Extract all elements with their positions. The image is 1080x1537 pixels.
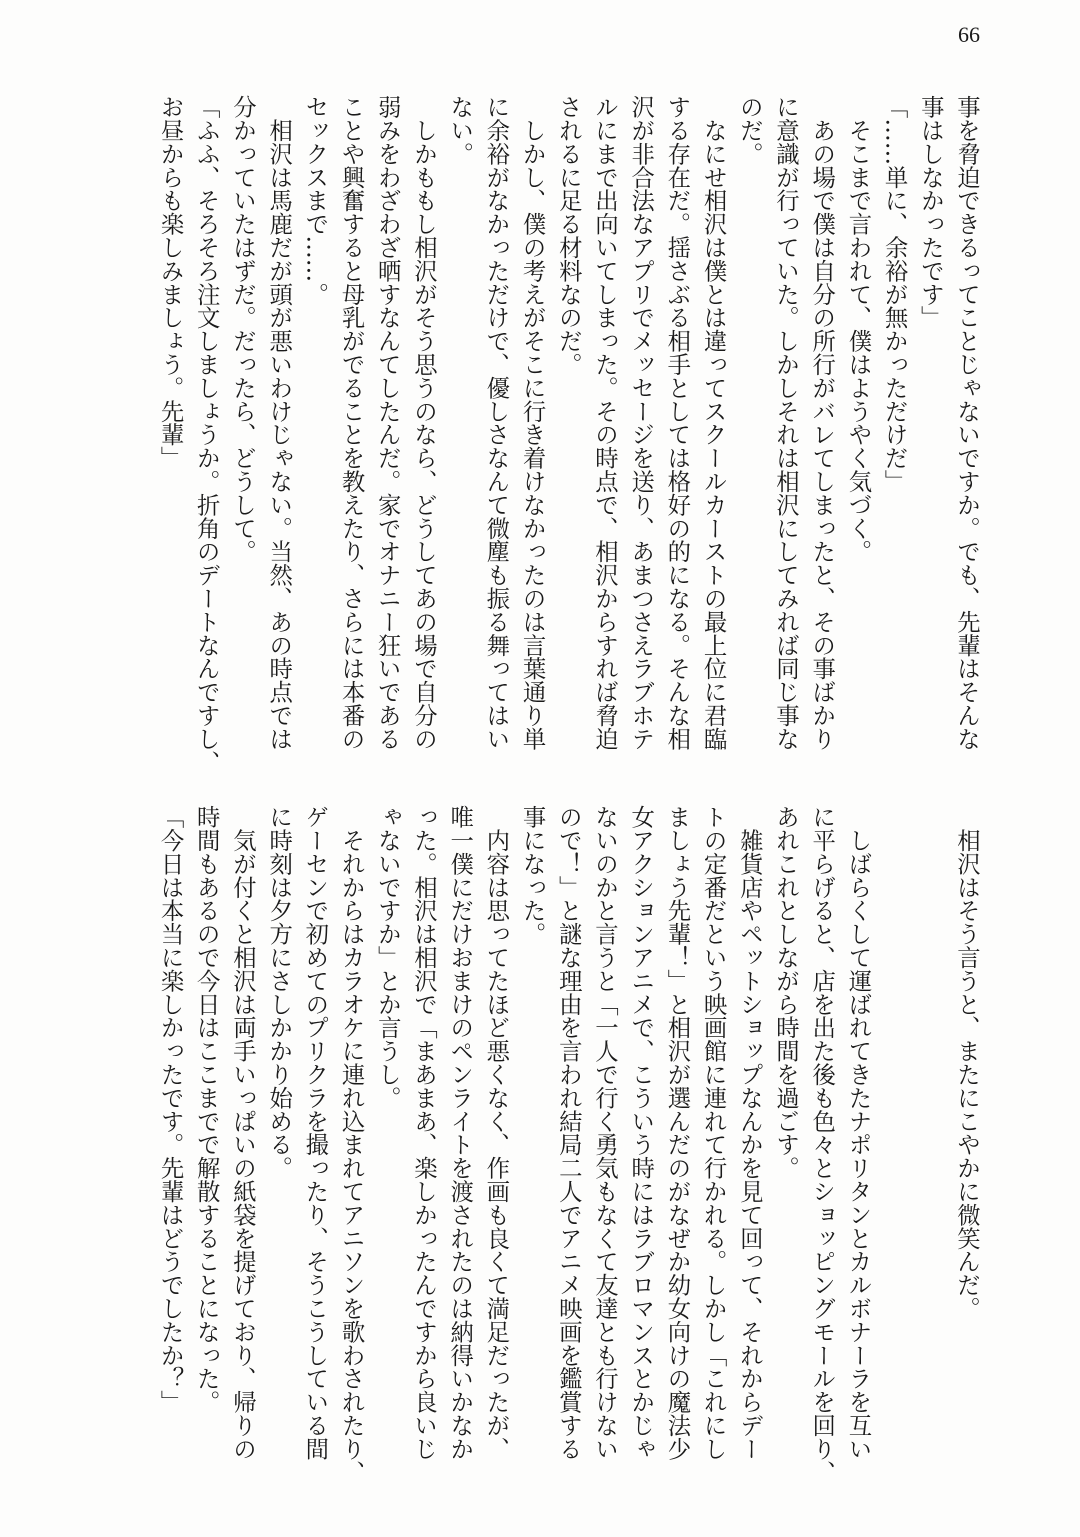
text-column: 相沢は馬鹿だが頭が悪いわけじゃない。当然、あの時点では	[265, 95, 294, 751]
text-column: お昼からも楽しみましょう。先輩」	[156, 95, 185, 470]
text-column: ことや興奮すると母乳がでることを教えたり、さらには本番の	[337, 95, 366, 751]
text-column: ので！」と謎な理由を言われ結局二人でアニメ映画を鑑賞する	[554, 805, 583, 1461]
text-column: 女アクションアニメで、こういう時にはラブロマンスとかじゃ	[627, 805, 656, 1461]
text-column: 「ふふ、そろそろ注文しましょうか。折角のデートなんですし、	[192, 95, 221, 774]
text-column: 唯一僕にだけおまけのペンライトを渡されたのは納得いかなか	[446, 805, 475, 1461]
text-column: 「……単に、余裕が無かっただけだ」	[880, 95, 909, 493]
text-column: 事を脅迫できるってことじゃないですか。でも、先輩はそんな	[953, 95, 981, 751]
text-column: ないのかと言うと「一人で行く勇気もなくて友達とも行けない	[590, 805, 619, 1461]
text-column: 内容は思ってたほど悪くなく、作画も良くて満足だったが、	[482, 805, 511, 1461]
page-number: 66	[958, 22, 980, 47]
text-column: そこまで言われて、僕はようやく気づく。	[844, 95, 873, 563]
text-column: に意識が行っていた。しかしそれは相沢にしてみれば同じ事な	[771, 95, 800, 751]
text-column: った。相沢は相沢で「まあまあ、楽しかったんですから良いじ	[409, 805, 438, 1461]
text-column: あの場で僕は自分の所行がバレてしまったと、その事ばかり	[808, 95, 837, 751]
text-column: しかし、僕の考えがそこに行き着けなかったのは言葉通り単	[518, 95, 547, 751]
text-column: しかももし相沢がそう思うのなら、どうしてあの場で自分の	[409, 95, 438, 751]
text-block-top	[152, 95, 985, 774]
text-column: 雑貨店やペットショップなんかを見て回って、それからデー	[735, 805, 764, 1461]
text-column: トの定番だという映画館に連れて行かれる。しかし「これにし	[699, 805, 728, 1461]
text-column: ゲーセンで初めてのプリクラを撮ったり、そうこうしている間	[301, 805, 330, 1461]
text-column: 事になった。	[518, 805, 547, 946]
text-column: ルにまで出向いてしまった。その時点で、相沢からすれば脅迫	[590, 95, 619, 751]
text-column: セックスまで……。	[301, 95, 330, 306]
text-column: 「今日は本当に楽しかったです。先輩はどうでしたか？」	[156, 805, 185, 1414]
text-column: なにせ相沢は僕とは違ってスクールカーストの最上位に君臨	[699, 95, 728, 751]
text-column: 気が付くと相沢は両手いっぱいの紙袋を提げており、帰りの	[228, 805, 257, 1461]
text-column: あれこれとしながら時間を過ごす。	[772, 805, 800, 1180]
text-column: に余裕がなかっただけで、優しさなんて微塵も振る舞ってはい	[482, 95, 511, 751]
text-column: ない。	[446, 95, 475, 166]
text-column: しばらくして運ばれてきたナポリタンとカルボナーラを互い	[844, 805, 873, 1461]
text-column: に平らげると、店を出た後も色々とショッピングモールを回り、	[808, 805, 837, 1484]
text-column: 分かっていたはずだ。だったら、どうして。	[228, 95, 257, 563]
text-column: する存在だ。揺さぶる相手としては格好の的になる。そんな相	[663, 95, 692, 751]
text-column: のだ。	[735, 95, 764, 166]
text-column: されるに足る材料なのだ。	[554, 95, 583, 376]
text-column: 弱みをわざわざ晒すなんてしたんだ。家でオナニー狂いである	[373, 95, 402, 751]
text-column: 相沢はそう言うと、またにこやかに微笑んだ。	[953, 805, 981, 1320]
text-column: に時刻は夕方にさしかかり始める。	[265, 805, 294, 1180]
text-column: 事はしなかったです」	[916, 95, 945, 329]
text-block-bottom	[152, 805, 985, 1495]
text-column: 沢が非合法なアプリでメッセージを送り、あまつさえラブホテ	[627, 95, 656, 751]
text-column: ましょう先輩！」と相沢が選んだのがなぜか幼女向けの魔法少	[663, 805, 692, 1461]
text-column: ゃないですか」とか言うし。	[373, 805, 402, 1110]
text-column: それからはカラオケに連れ込まれてアニソンを歌わされたり、	[337, 805, 366, 1484]
text-column: 時間もあるので今日はここまでで解散することになった。	[192, 805, 221, 1414]
